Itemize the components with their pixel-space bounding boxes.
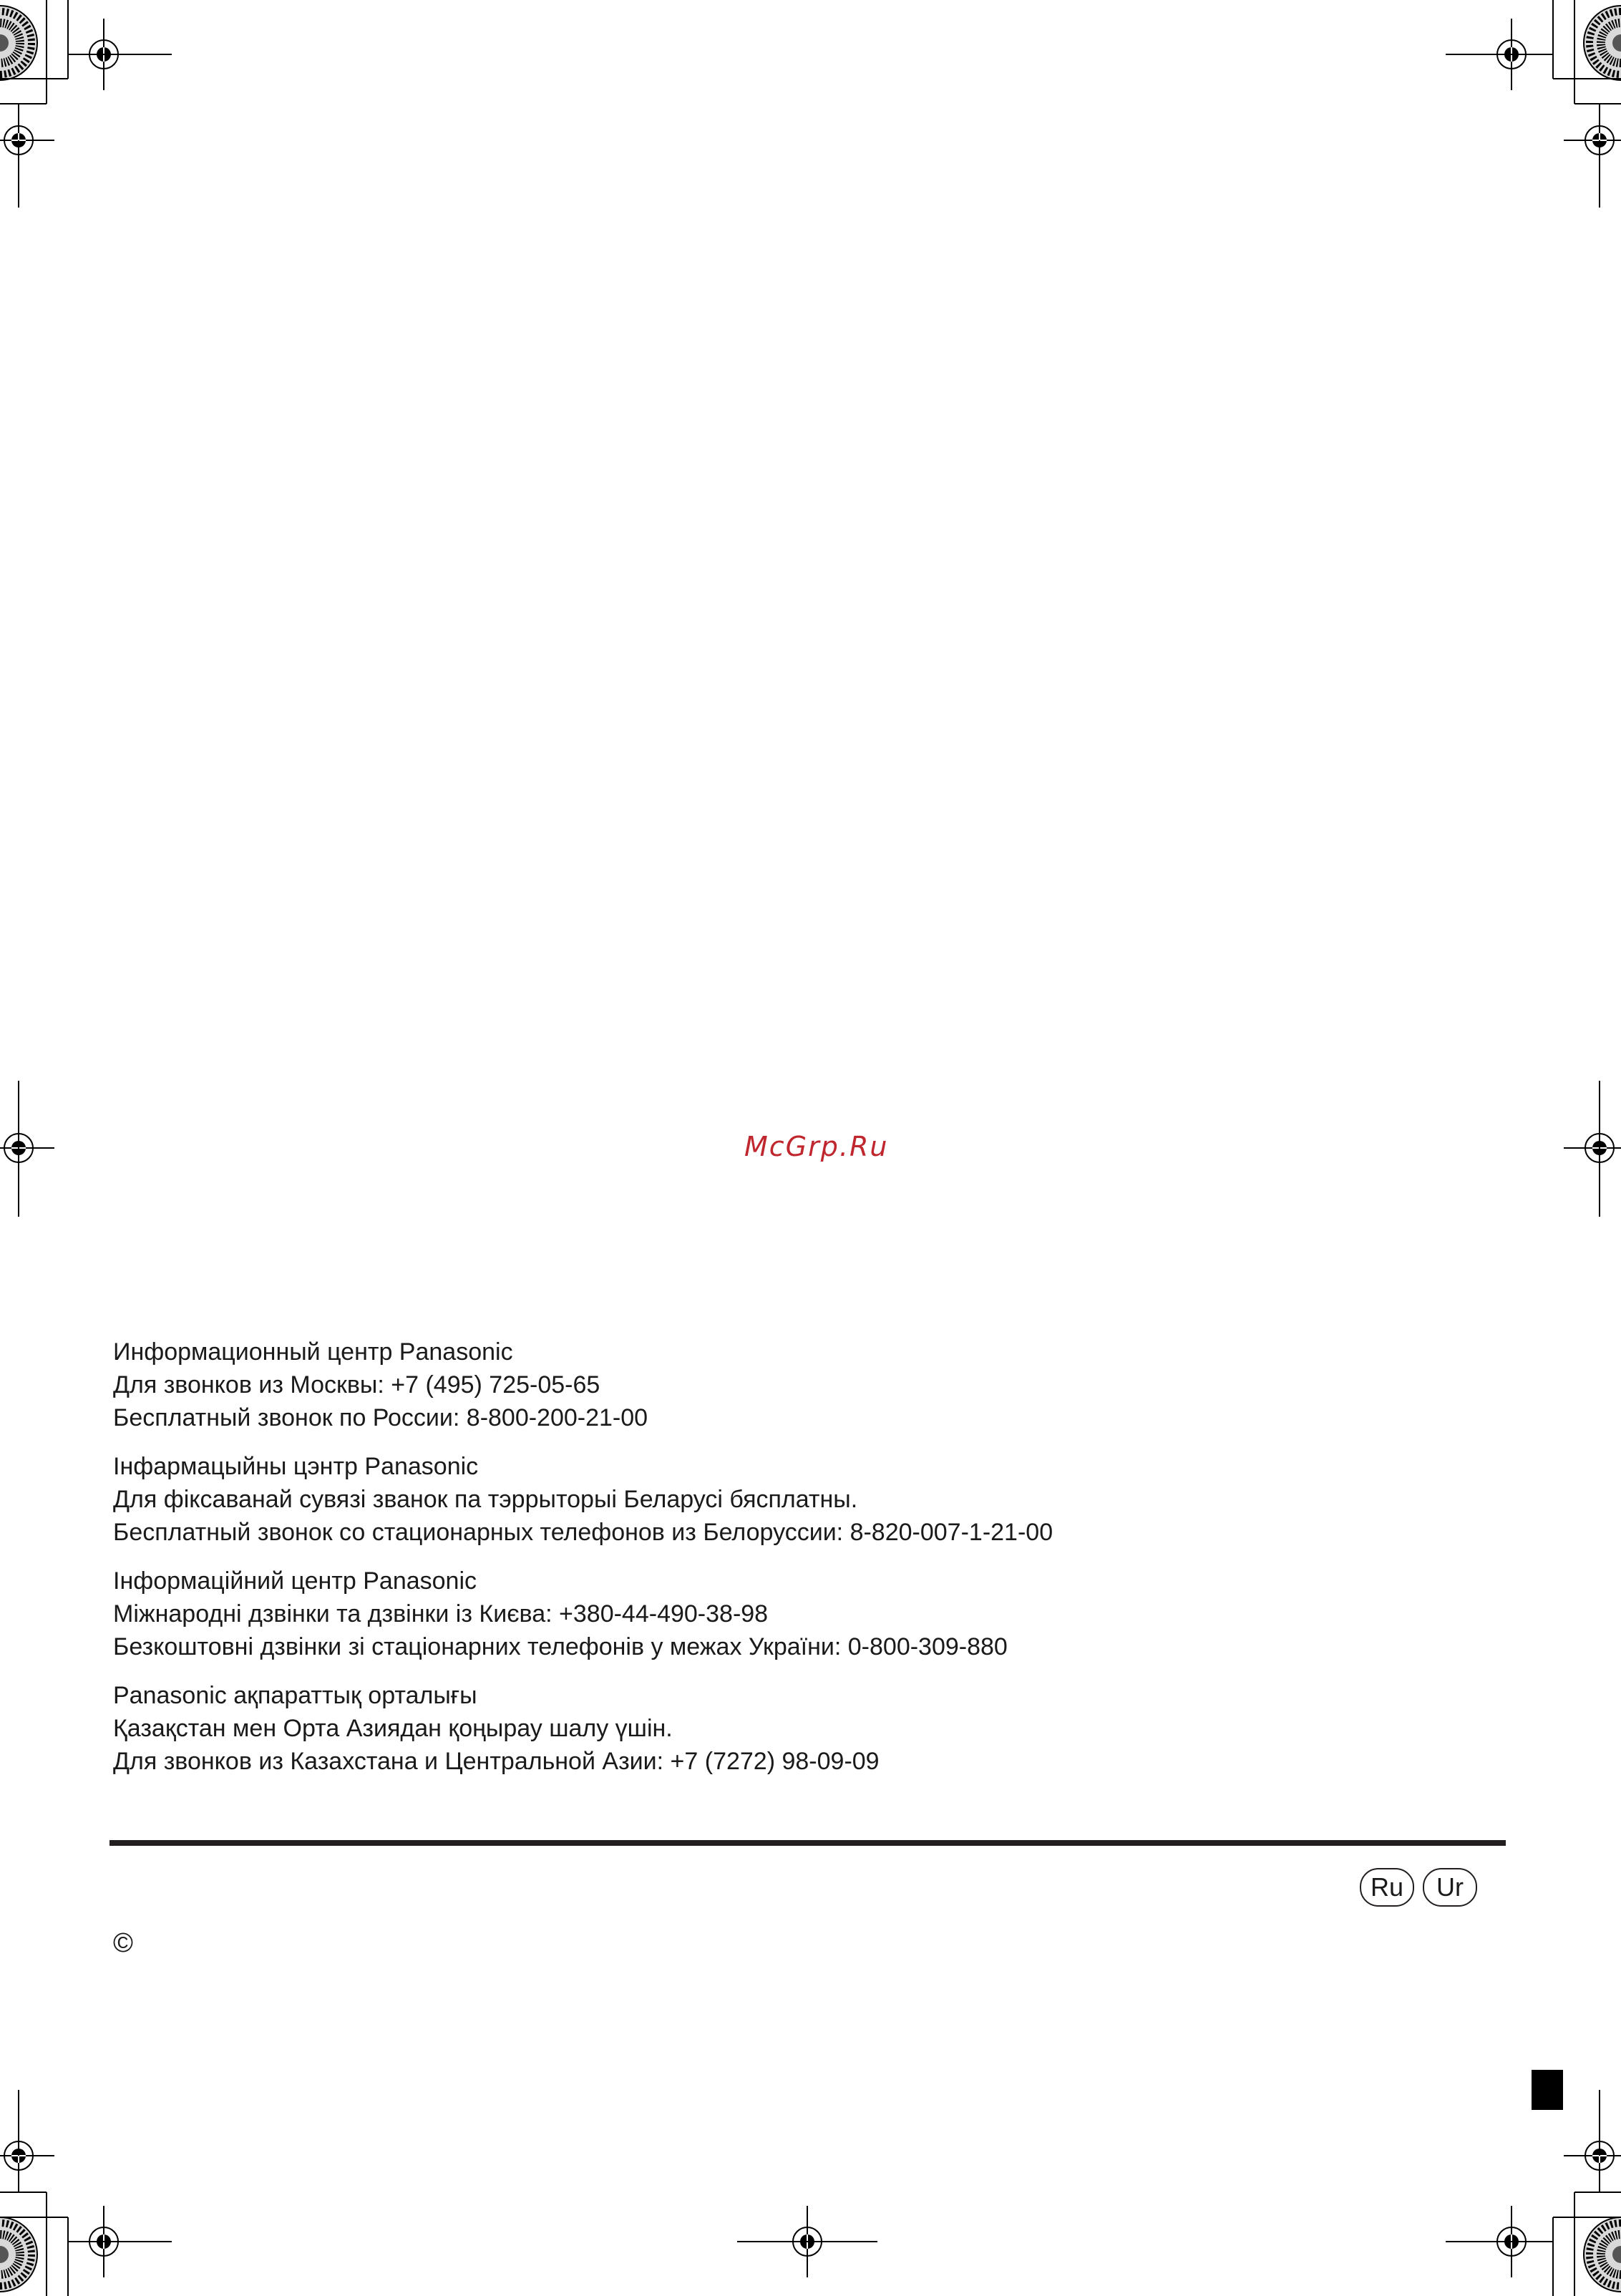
crosshair-top-left-b [0, 104, 54, 176]
crosshair-bottom-right-b [1564, 2120, 1621, 2192]
edge-index-tab [1532, 2070, 1563, 2110]
contact-block-ukraine [113, 1565, 1473, 1663]
crosshair-middle-right [1564, 1112, 1621, 1184]
contact-line: Для звонков из Москвы: +7 (495) 725-05-65 [113, 1371, 600, 1398]
starburst-top-right [1584, 6, 1621, 80]
contact-line: Для фiксаванай сувязi званок па тэррыторыi Беларусi бясплатны. [113, 1486, 858, 1513]
starburst-bottom-right [1584, 2217, 1621, 2292]
watermark-text: McGrp.Ru [744, 1131, 889, 1162]
contact-heading: Информационный центр Panasonic [113, 1338, 513, 1366]
language-badge-ru: Ru [1360, 1868, 1414, 1907]
contact-line: Для звонков из Казахстана и Центральной Азии: +7 (7272) 98-09-09 [113, 1748, 880, 1775]
crosshair-bottom-left-b [0, 2120, 54, 2192]
language-badge-ur: Ur [1423, 1868, 1477, 1907]
language-badges [1360, 1868, 1477, 1907]
crosshair-top-right-b [1564, 104, 1621, 176]
contact-heading: Panasonic ақпараттық орталығы [113, 1682, 477, 1709]
contact-line: Безкоштовні дзвінки зі стаціонарних телефонів у межах України: 0-800-309-880 [113, 1633, 1008, 1660]
contact-line: Міжнародні дзвінки та дзвінки із Києва: +380-44-490-38-98 [113, 1600, 769, 1628]
contact-heading: Iнфармацыйны цэнтр Panasonic [113, 1453, 479, 1480]
contact-line: Бесплатный звонок по России: 8-800-200-21-00 [113, 1404, 648, 1431]
starburst-bottom-left [0, 2217, 37, 2292]
contact-line: Қазақстан мен Орта Азиядан қоңырау шалу үшін. [113, 1715, 673, 1742]
starburst-top-left [0, 6, 37, 80]
contact-block-kazakhstan [113, 1679, 1473, 1778]
contact-block-russia [113, 1336, 1473, 1434]
contact-line: Бесплатный звонок со стационарных телефонов из Белоруссии: 8-820-007-1-21-00 [113, 1519, 1053, 1546]
contact-heading: Інформаційний центр Panasonic [113, 1567, 477, 1595]
horizontal-rule [109, 1840, 1506, 1846]
contact-block-belarus [113, 1450, 1473, 1549]
copyright-symbol: © [113, 1928, 133, 1958]
contact-info-section [113, 1336, 1473, 1794]
crosshair-middle-left [0, 1112, 54, 1184]
